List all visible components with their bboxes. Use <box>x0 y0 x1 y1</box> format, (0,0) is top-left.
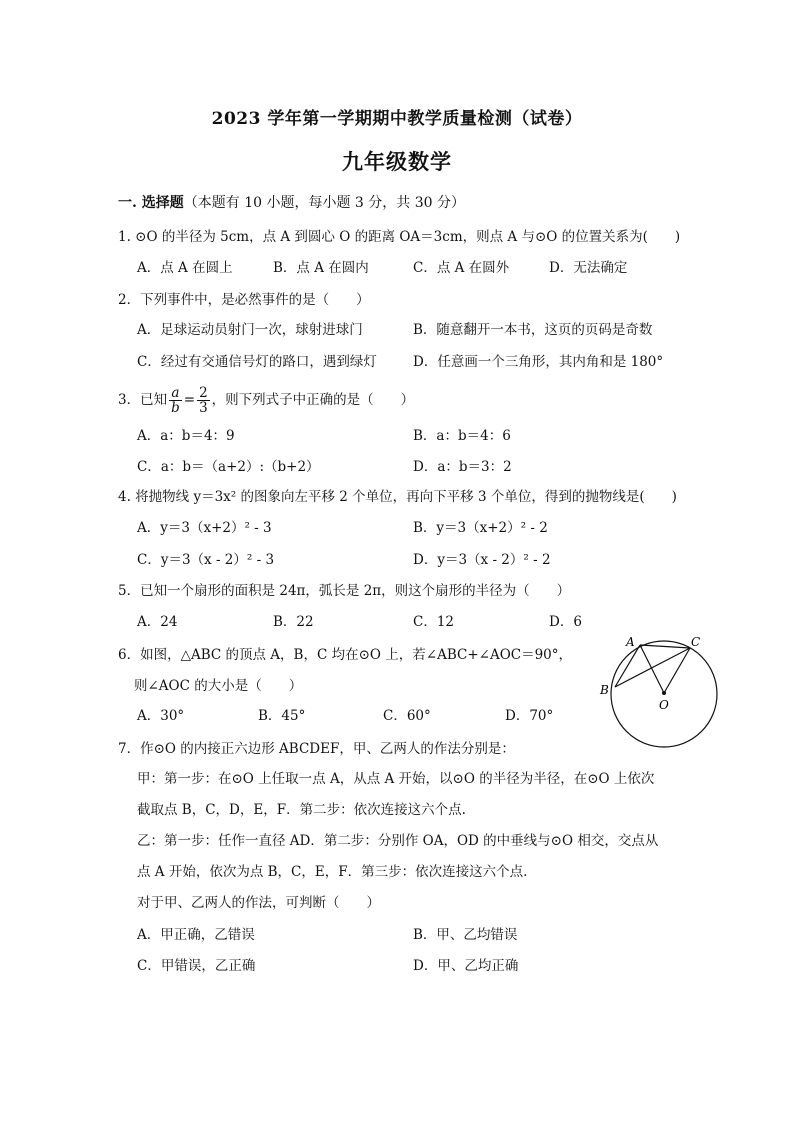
center-point-o <box>662 691 666 695</box>
q3-fraction-2-over-3 <box>197 386 210 415</box>
q3-option-d: D．a：b＝3：2 <box>413 459 512 475</box>
q4-option-d: D．y＝3（x - 2）² - 2 <box>413 552 551 568</box>
q3-fraction-a-over-b <box>169 386 182 415</box>
q1-option-b: B．点 A 在圆内 <box>273 260 369 276</box>
q1-option-c: C．点 A 在圆外 <box>413 260 510 276</box>
q6-option-d: D．70° <box>505 708 554 724</box>
q4-option-b: B．y＝3（x+2）² - 2 <box>413 520 548 536</box>
q7-option-a: A．甲正确，乙错误 <box>137 927 255 943</box>
label-b: B <box>600 683 609 697</box>
q6-stem: 6．如图，△ABC 的顶点 A，B，C 均在⊙O 上，若∠ABC+∠AOC＝90°， <box>118 647 573 663</box>
q5-option-c: C．12 <box>413 614 455 630</box>
section-note: （本题有 10 小题，每小题 3 分，共 30 分） <box>183 195 465 211</box>
label-o: O <box>659 698 669 712</box>
label-c: C <box>691 635 701 649</box>
q6-option-b: B．45° <box>258 708 306 724</box>
q6-stem-2: 则∠AOC 的大小是（ ） <box>134 678 303 694</box>
q2-option-c: C．经过有交通信号灯的路口，遇到绿灯 <box>137 354 377 370</box>
label-a: A <box>626 635 635 649</box>
exam-subject: 九年级数学 <box>342 149 452 174</box>
q3-frac-b-den: 3 <box>199 400 208 416</box>
q4-option-a: A．y＝3（x+2）² - 3 <box>137 520 272 536</box>
q6-circle-figure <box>592 634 732 750</box>
q2-option-b: B．随意翻开一本书，这页的页码是奇数 <box>413 322 653 338</box>
q2-option-d: D．任意画一个三角形，其内角和是 180° <box>413 354 664 370</box>
segment-ac <box>640 645 690 648</box>
q2-stem: 2．下列事件中，是必然事件的是（ ） <box>118 292 370 308</box>
q3-prefix: 3．已知 <box>118 392 168 408</box>
q3-option-c: C．a：b＝（a+2）:（b+2） <box>137 459 320 475</box>
q5-option-d: D．6 <box>549 614 582 630</box>
q2-option-a: A．足球运动员射门一次，球射进球门 <box>137 322 363 338</box>
q4-option-c: C．y＝3（x - 2）² - 3 <box>137 552 275 568</box>
q4-stem: 4. 将抛物线 y＝3x² 的图象向左平移 2 个单位，再向下平移 3 个单位，得到的抛物线是( ) <box>118 489 677 505</box>
q1-option-a: A．点 A 在圆上 <box>137 260 233 276</box>
q3-frac-b-num: 2 <box>199 385 208 401</box>
q1-stem: 1. ⊙O 的半径为 5cm，点 A 到圆心 O 的距离 OA＝3cm，则点 A 与⊙O 的位置关系为( ) <box>118 229 681 245</box>
q3-option-a: A．a：b＝4：9 <box>137 428 235 444</box>
q7-option-b: B．甲、乙均错误 <box>413 927 518 943</box>
q7-option-d: D．甲、乙均正确 <box>413 958 519 974</box>
q7-judge: 对于甲、乙两人的作法，可判断（ ） <box>137 895 380 911</box>
q7-jia-line-1: 甲：第一步：在⊙O 上任取一点 A，从点 A 开始，以⊙O 的半径为半径，在⊙O 上依次 <box>137 771 655 787</box>
q5-option-b: B．22 <box>273 614 314 630</box>
q1-option-d: D．无法确定 <box>549 260 628 276</box>
q3-frac-a-den: b <box>171 400 180 416</box>
section-heading <box>118 192 465 212</box>
section-label: 一. 选择题 <box>118 195 184 211</box>
q7-stem: 7．作⊙O 的内接正六边形 ABCDEF，甲、乙两人的作法分别是： <box>118 741 515 757</box>
q7-yi-line-1: 乙：第一步：任作一直径 AD．第二步：分别作 OA，OD 的中垂线与⊙O 相交，交点从 <box>137 833 659 849</box>
q5-stem: 5．已知一个扇形的面积是 24π，弧长是 2π，则这个扇形的半径为（ ） <box>118 583 571 599</box>
q7-yi-line-2: 点 A 开始，依次为点 B，C，E，F．第三步：依次连接这六个点. <box>137 864 528 880</box>
q7-jia-line-2: 截取点 B，C，D，E，F．第二步：依次连接这六个点. <box>137 802 466 818</box>
q3-option-b: B．a：b＝4：6 <box>413 428 511 444</box>
exam-title: 2023 学年第一学期期中教学质量检测（试卷） <box>211 109 583 129</box>
q3-suffix: ，则下列式子中正确的是（ ） <box>211 392 415 408</box>
segment-ao <box>640 645 664 693</box>
q5-option-a: A．24 <box>137 614 178 630</box>
q7-option-c: C．甲错误，乙正确 <box>137 958 256 974</box>
q3-frac-a-num: a <box>169 386 182 401</box>
q3-stem <box>118 382 414 418</box>
q3-equals: = <box>183 392 196 408</box>
q6-option-c: C．60° <box>383 708 431 724</box>
q6-option-a: A．30° <box>137 708 185 724</box>
